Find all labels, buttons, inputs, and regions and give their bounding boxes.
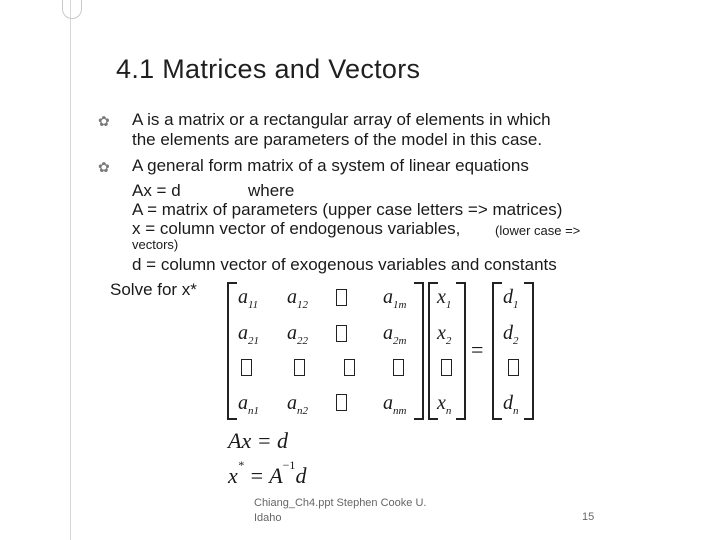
where-label: where	[248, 181, 295, 200]
placeholder-glyph	[336, 325, 347, 342]
vector-x-1: $x_1$	[437, 286, 452, 311]
equation-ax-equals-d: Ax = d	[228, 428, 289, 453]
vector-x-right-bracket	[456, 282, 466, 420]
definition-x: x = column vector of endogenous variables,	[132, 219, 461, 238]
placeholder-glyph	[336, 394, 347, 411]
placeholder-glyph	[441, 359, 452, 376]
vector-d-n: $d_n$	[503, 392, 519, 417]
vector-x-2: $x_2$	[437, 322, 452, 347]
definition-a: A = matrix of parameters (upper case letters => matrices)	[132, 200, 563, 219]
placeholder-glyph	[294, 359, 305, 376]
equation-x-star	[228, 457, 307, 489]
bullet-icon: ✿	[98, 159, 110, 175]
equation-rhs: = A	[249, 463, 283, 488]
matrix-cell-an2: $a_{n2}$	[287, 392, 308, 417]
matrix-a-left-bracket	[227, 282, 237, 420]
placeholder-glyph	[336, 289, 347, 306]
vector-x-n: $x_n$	[437, 392, 452, 417]
matrix-cell-a12: $a_{12}$	[287, 286, 308, 311]
matrix-cell-a2m: $a_{2m}$	[383, 322, 407, 347]
placeholder-glyph	[344, 359, 355, 376]
matrix-cell-anm: $a_{nm}$	[383, 392, 407, 417]
equation-inverse: −1	[282, 457, 296, 472]
equation-x-var: x	[228, 463, 238, 488]
placeholder-glyph	[508, 359, 519, 376]
vector-d-left-bracket	[492, 282, 502, 420]
equation-d: d	[295, 463, 307, 488]
placeholder-glyph	[393, 359, 404, 376]
bullet-2-line-1: A general form matrix of a system of linear equations	[132, 156, 529, 175]
equation-ax-d: Ax = d	[132, 181, 181, 200]
matrix-cell-an1: $a_{n1}$	[238, 392, 259, 417]
slide-frame-corner	[62, 0, 82, 19]
bullet-1-line-1: A is a matrix or a rectangular array of elements in which	[132, 110, 551, 129]
placeholder-glyph	[241, 359, 252, 376]
matrix-cell-a1m: $a_{1m}$	[383, 286, 407, 311]
bullet-icon: ✿	[98, 113, 110, 129]
vector-d-right-bracket	[524, 282, 534, 420]
slide-title: 4.1 Matrices and Vectors	[116, 54, 421, 84]
definition-d: d = column vector of exogenous variables and constants	[132, 255, 557, 274]
matrix-cell-a11: $a_{11}$	[238, 286, 259, 311]
definition-x-note: (lower case =>	[495, 223, 581, 238]
footer-source-line-2: Idaho	[254, 512, 282, 524]
footer-source-line-1: Chiang_Ch4.ppt Stephen Cooke U.	[254, 497, 427, 509]
bullet-1-line-2: the elements are parameters of the model in this case.	[132, 130, 543, 149]
definition-x-note-cont: vectors)	[132, 237, 179, 252]
equals-sign: =	[471, 337, 484, 362]
solve-for-label: Solve for x*	[110, 280, 197, 299]
equation-star: *	[237, 457, 244, 472]
vector-d-1: $d_1$	[503, 286, 519, 311]
vector-d-2: $d_2$	[503, 322, 519, 347]
matrix-cell-a21: $a_{21}$	[238, 322, 259, 347]
matrix-cell-a22: $a_{22}$	[287, 322, 308, 347]
page-number: 15	[582, 511, 595, 523]
matrix-a-right-bracket	[414, 282, 424, 420]
slide-frame-line	[70, 0, 71, 540]
